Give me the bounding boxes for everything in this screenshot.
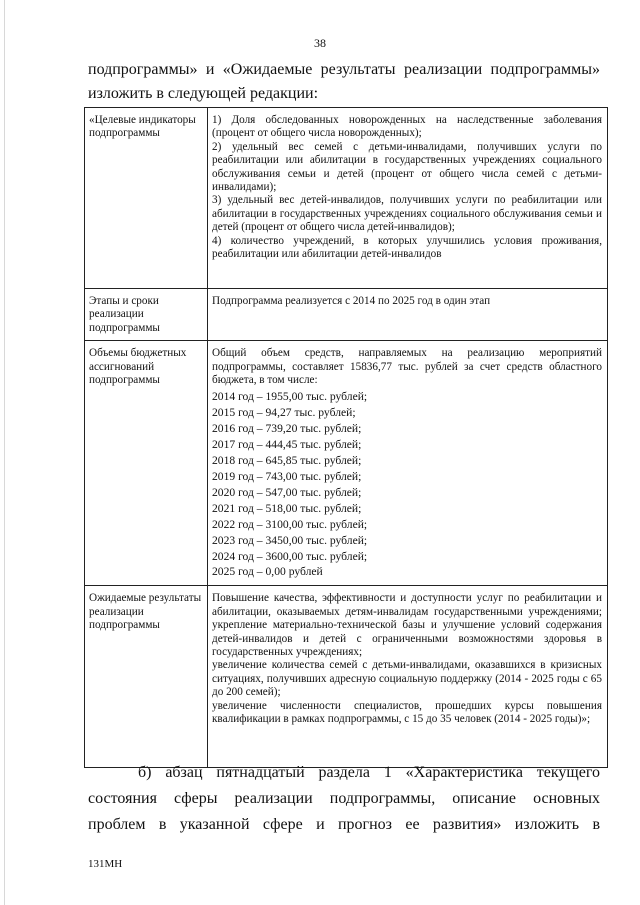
row-label: Этапы и сроки реализации подпрограммы <box>85 289 208 341</box>
row-content: Подпрограмма реализуется с 2014 по 2025 год в один этап <box>208 289 608 341</box>
result-paragraph: увеличение количества семей с детьми-инвалидами, оказавшихся в кризисных ситуациях, получивших адресную социальную поддержку (2014 - 2025 годы с 65 до 200 семей); <box>212 659 602 699</box>
subprogram-passport-table <box>84 107 608 768</box>
indicator-paragraph: 1) Доля обследованных новорожденных на наследственные заболевания (процент от общего числа новорожденных); <box>212 114 602 140</box>
indicator-paragraph: 4) количество учреждений, в которых улучшились условия проживания, реабилитации или абилитации детей-инвалидов <box>212 234 602 261</box>
budget-year-line: 2022 год – 3100,00 тыс. рублей; <box>212 517 368 531</box>
intro-line-1: подпрограммы» и «Ожидаемые результаты реализации подпрограммы» <box>88 61 600 78</box>
row-label: «Целевые индикаторы подпрограммы <box>85 108 208 289</box>
outro-line-3: проблем в указанной сфере и прогноз ее развития» изложить в <box>88 816 600 833</box>
result-paragraph: Повышение качества, эффективности и доступности услуг по реабилитации и абилитации, оказываемых детям-инвалидам государственными учреждениями; укрепление материально-технической базы и улучшение условий содержания детей-инвалидов и детей с ограниченными возможностями здоровья в государственных учреждениях; <box>212 592 602 658</box>
table-row-stages <box>85 289 608 341</box>
row-content <box>208 341 608 586</box>
result-paragraph: увеличение численности специалистов, прошедших курсы повышения квалификации в рамках подпрограммы, с 15 до 35 человек (2014 - 2025 годы)»; <box>212 699 602 725</box>
budget-year-line: 2019 год – 743,00 тыс. рублей; <box>212 469 362 483</box>
budget-year-line: 2020 год – 547,00 тыс. рублей; <box>212 485 362 499</box>
outro-line-2: состояния сферы реализации подпрограммы, описание основных <box>88 790 600 807</box>
row-label: Объемы бюджетных ассигнований подпрограммы <box>85 341 208 586</box>
outro-line-1: б) абзац пятнадцатый раздела 1 «Характеристика текущего <box>138 764 600 781</box>
budget-summary: Общий объем средств, направляемых на реализацию мероприятий подпрограммы, составляет 15836,77 тыс. рублей за счет средств областного бюджета, в том числе: <box>212 347 602 387</box>
table-row-indicators <box>85 108 608 289</box>
budget-year-line: 2016 год – 739,20 тыс. рублей; <box>212 422 362 436</box>
document-code: 131МН <box>88 858 123 870</box>
intro-line-2: изложить в следующей редакции: <box>88 85 319 102</box>
budget-year-line: 2015 год – 94,27 тыс. рублей; <box>212 406 356 420</box>
budget-year-line: 2014 год – 1955,00 тыс. рублей; <box>212 390 368 404</box>
table-row-results <box>85 586 608 768</box>
budget-year-line: 2025 год – 0,00 рублей <box>212 565 323 579</box>
table-row-budget <box>85 341 608 586</box>
budget-year-line: 2018 год – 645,85 тыс. рублей; <box>212 454 362 468</box>
budget-year-line: 2023 год – 3450,00 тыс. рублей; <box>212 533 368 547</box>
left-scan-edge <box>4 0 5 905</box>
row-label: Ожидаемые результаты реализации подпрограммы <box>85 586 208 768</box>
budget-year-line: 2017 год – 444,45 тыс. рублей; <box>212 438 362 452</box>
budget-year-line: 2021 год – 518,00 тыс. рублей; <box>212 501 362 515</box>
indicator-paragraph: 3) удельный вес детей-инвалидов, получивших услуги по реабилитации или абилитации в государственных учреждениях социального обслуживания семьи и детей (процент от общего числа детей-инвалидов); <box>212 194 602 234</box>
indicator-paragraph: 2) удельный вес семей с детьми-инвалидами, получивших услуги по реабилитации или абилитации в государственных учреждениях социального обслуживания семьи и детей (процент от общего числа семей с детьми-инвалидами); <box>212 140 602 194</box>
row-content <box>208 586 608 768</box>
row-content <box>208 108 608 289</box>
budget-year-line: 2024 год – 3600,00 тыс. рублей; <box>212 549 368 563</box>
page-number: 38 <box>314 36 326 50</box>
